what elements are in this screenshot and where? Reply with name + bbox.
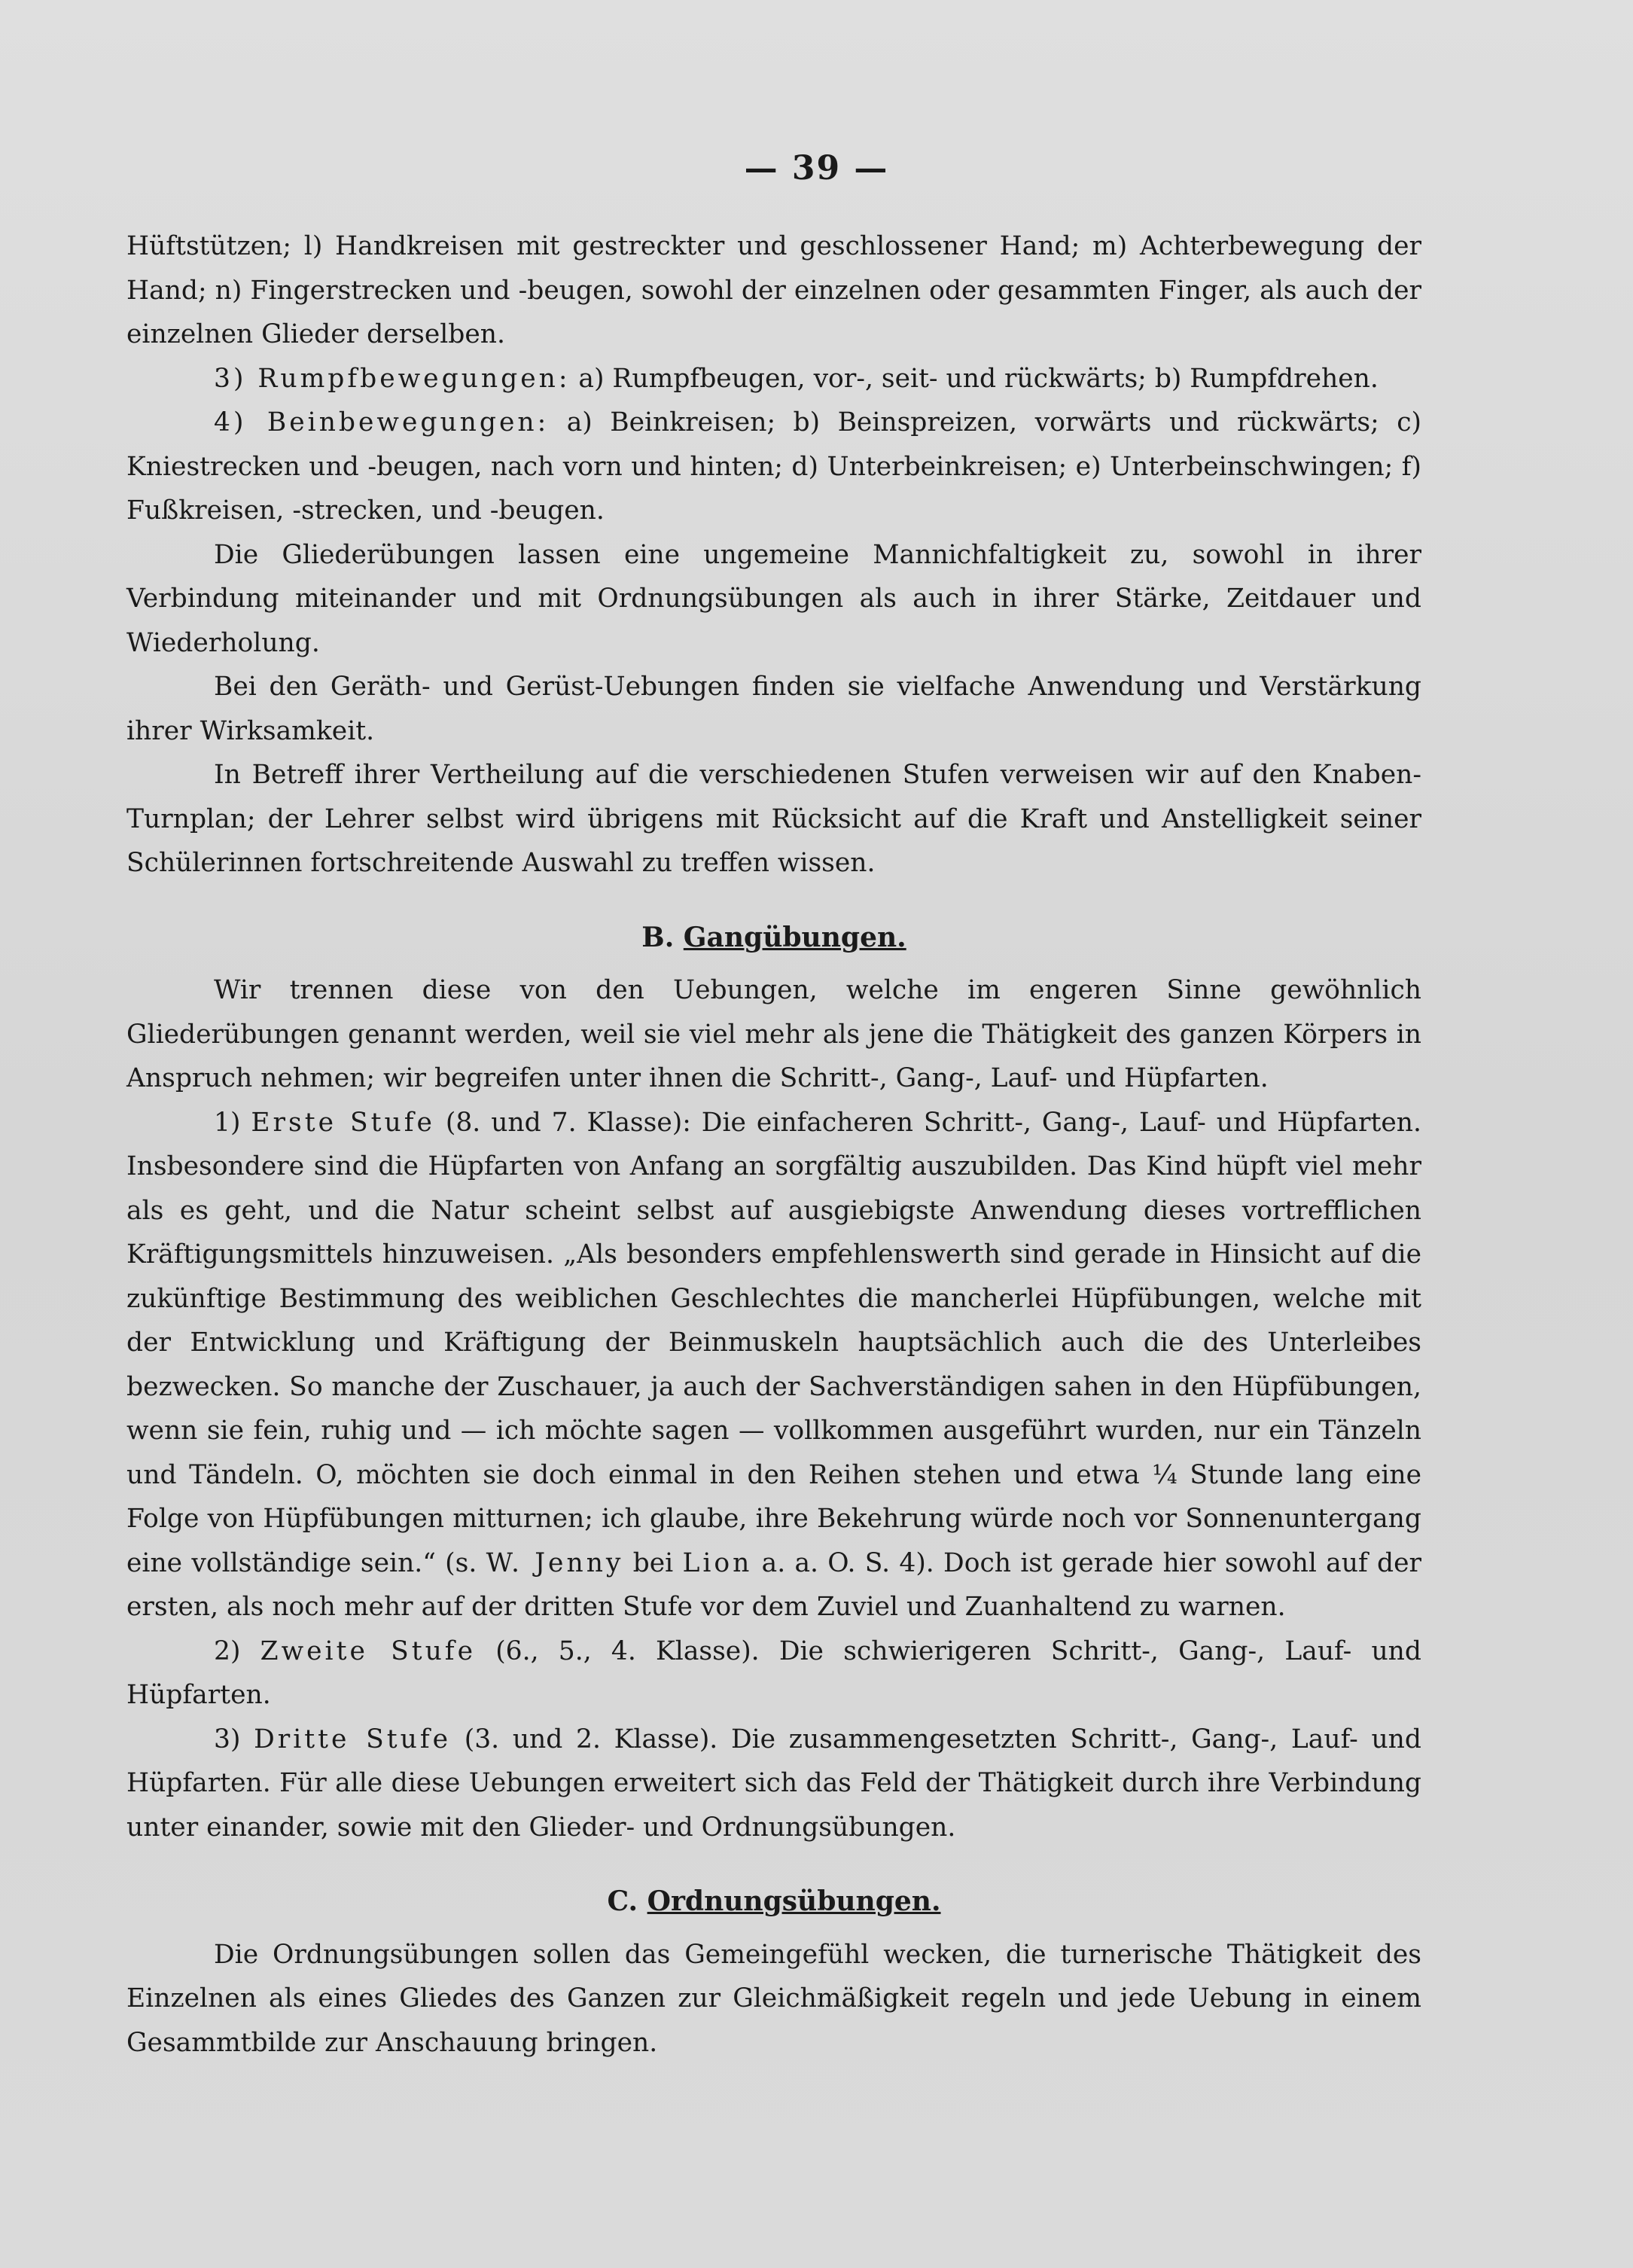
paragraph-huftstutzen: Hüftstützen; l) Handkreisen mit gestreckter und geschlossener Hand; m) Achterbewegung der Hand; n) Fingerstrecken und -beugen, sowohl der einzelnen oder gesammten Finger, als auch der einzelnen Glieder derselben. <box>126 231 1421 349</box>
term-zweite-stufe: Zweite Stufe <box>260 1635 476 1666</box>
paragraph-zweite-stufe: 2) Zweite Stufe (6., 5., 4. Klasse). Die schwierigeren Schritt-, Gang-, Lauf- und Hüpfarten. <box>126 1635 1421 1710</box>
name-lion: Lion <box>682 1547 753 1578</box>
paragraph-beinbewegungen: 4) Beinbewegungen: a) Beinkreisen; b) Beinspreizen, vorwärts und rückwärts; c) Kniestrecken und -beugen, nach vorn und hinten; d) Unterbeinkreisen; e) Unterbeinschwingen; f) Fußkreisen, -strecken, und -beugen. <box>126 407 1421 526</box>
paragraph-rumpfbewegungen: 3) Rumpfbewegungen: a) Rumpfbeugen, vor-, seit- und rückwärts; b) Rumpfdrehen. <box>214 363 1379 394</box>
term-erste-stufe: Erste Stufe <box>251 1107 435 1138</box>
term-rumpfbewegungen: 3) Rumpfbewegungen: <box>214 363 571 394</box>
name-w-jenny: W. Jenny <box>486 1547 624 1578</box>
paragraph-gliederubungen: Die Gliederübungen lassen eine ungemeine Mannichfaltigkeit zu, sowohl in ihrer Verbindung miteinander und mit Ordnungsübungen als auch in ihrer Stärke, Zeitdauer und Wiederholung. <box>126 539 1421 658</box>
page-body <box>126 224 1421 2065</box>
section-heading-b: B. Gangübungen. <box>641 921 906 953</box>
paragraph-ordnungsubungen: Die Ordnungsübungen sollen das Gemeingefühl wecken, die turnerische Thätigkeit des Einzelnen als eines Gliedes des Ganzen zur Gleichmäßigkeit regeln und jede Uebung in einem Gesammtbilde zur Anschauung bringen. <box>126 1939 1421 2058</box>
paragraph-vertheilung: In Betreff ihrer Vertheilung auf die verschiedenen Stufen verweisen wir auf den Knaben-Turnplan; der Lehrer selbst wird übrigens mit Rücksicht auf die Kraft und Anstelligkeit seiner Schülerinnen fortschreitende Auswahl zu treffen wissen. <box>126 760 1421 878</box>
page-number: — 39 — <box>744 149 889 187</box>
heading-ordnungsubungen: Ordnungsübungen. <box>647 1885 941 1917</box>
term-beinbewegungen: 4) Beinbewegungen: <box>214 407 550 437</box>
paragraph-dritte-stufe: 3) Dritte Stufe (3. und 2. Klasse). Die zusammengesetzten Schritt-, Gang-, Lauf- und Hüpfarten. Für alle diese Uebungen erweitert sich das Feld der Thätigkeit durch ihre Verbindung unter einander, sowie mit den Glieder- und Ordnungsübungen. <box>126 1724 1421 1843</box>
section-heading-c: C. Ordnungsübungen. <box>607 1885 941 1917</box>
paragraph-gangubungen-intro: Wir trennen diese von den Uebungen, welche im engeren Sinne gewöhnlich Gliederübungen genannt werden, weil sie viel mehr als jene die Thätigkeit des ganzen Körpers in Anspruch nehmen; wir begreifen unter ihnen die Schritt-, Gang-, Lauf- und Hüpfarten. <box>126 975 1421 1093</box>
heading-gangubungen: Gangübungen. <box>683 921 906 953</box>
paragraph-erste-stufe: 1) Erste Stufe (8. und 7. Klasse): Die einfacheren Schritt-, Gang-, Lauf- und Hüpfarten. Insbesondere sind die Hüpfarten von Anfang an sorgfältig auszubilden. Das Kind hüpft viel mehr als es geht, und die Natur scheint selbst auf ausgiebigste Anwendung dieses vortrefflichen Kräftigungsmittels hinzuweisen. „Als besonders empfehlenswerth sind gerade in Hinsicht auf die zukünftige Bestimmung des weiblichen Geschlechtes die mancherlei Hüpfübungen, welche mit der Entwicklung und Kräftigung der Beinmuskeln hauptsächlich auch die des Unterleibes bezwecken. So manche der Zuschauer, ja auch der Sachverständigen sahen in den Hüpfübungen, wenn sie fein, ruhig und — ich möchte sagen — vollkommen ausgeführt wurden, nur ein Tänzeln und Tändeln. O, möchten sie doch einmal in den Reihen stehen und etwa ¼ Stunde lang eine Folge von Hüpfübungen mitturnen; ich glaube, ihre Bekehrung würde noch vor Sonnenuntergang eine vollständige sein.“ (s. W. Jenny bei Lion a. a. O. S. 4). Doch ist gerade hier sowohl auf der ersten, als noch mehr auf der dritten Stufe vor dem Zuviel und Zuanhaltend zu warnen. <box>126 1107 1421 1622</box>
paragraph-gerath-uebungen: Bei den Geräth- und Gerüst-Uebungen finden sie vielfache Anwendung und Verstärkung ihrer Wirksamkeit. <box>126 672 1421 746</box>
term-dritte-stufe: Dritte Stufe <box>254 1724 452 1754</box>
